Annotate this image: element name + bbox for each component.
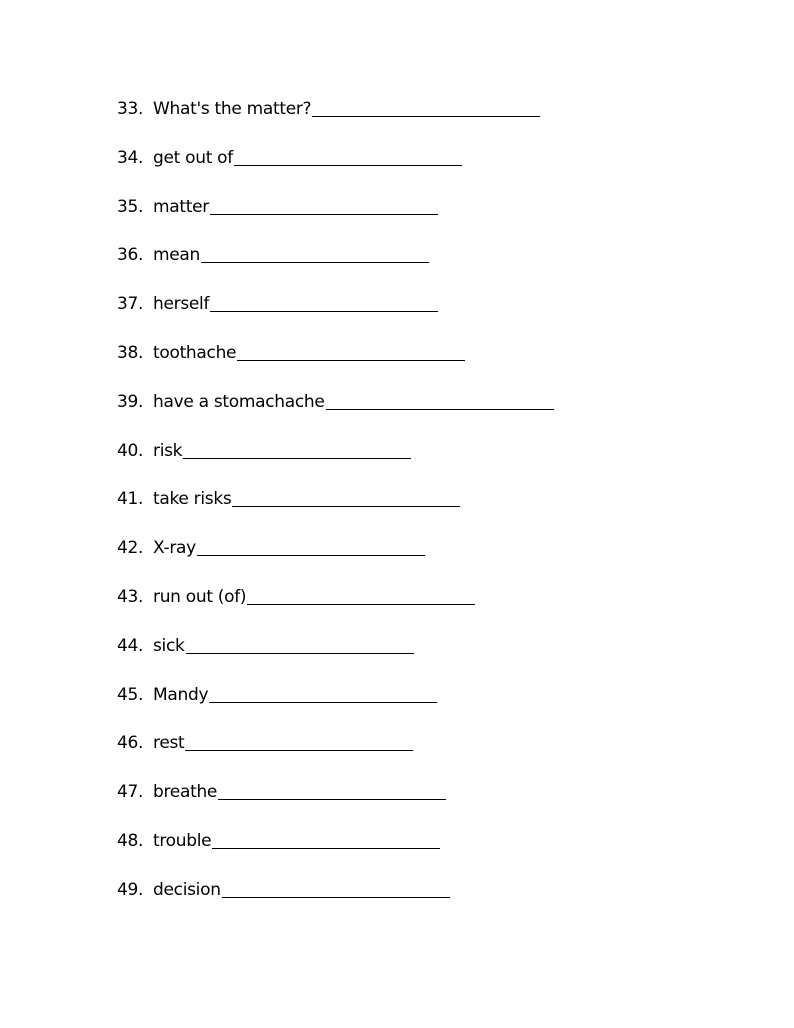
item-number: 44. (117, 635, 144, 656)
item-term: get out of (153, 147, 233, 168)
item-term: What's the matter? (153, 99, 312, 119)
list-item (117, 730, 554, 779)
item-term: sick (153, 635, 185, 656)
item-number: 49. (117, 879, 144, 900)
answer-blank[interactable] (237, 340, 465, 361)
answer-blank[interactable] (197, 535, 425, 556)
item-number: 46. (117, 733, 144, 754)
list-item (117, 96, 554, 145)
item-term: take risks (153, 489, 232, 510)
item-number: 39. (117, 391, 144, 412)
list-item (117, 535, 554, 584)
list-item (117, 584, 554, 633)
answer-blank[interactable] (222, 877, 450, 898)
list-item (117, 682, 554, 731)
answer-blank[interactable] (218, 779, 446, 800)
item-number: 36. (117, 245, 144, 266)
list-item (117, 145, 554, 194)
item-term: Mandy (153, 684, 209, 705)
item-number: 37. (117, 294, 144, 315)
item-number: 45. (117, 684, 144, 705)
item-number: 43. (117, 586, 144, 607)
list-item (117, 633, 554, 682)
item-number: 38. (117, 342, 144, 363)
answer-blank[interactable] (326, 389, 554, 410)
item-number: 40. (117, 440, 144, 461)
item-term: risk (153, 440, 183, 461)
item-number: 34. (117, 147, 144, 168)
item-term: decision (153, 879, 221, 900)
item-term: X-ray (153, 538, 196, 559)
item-number: 33. (117, 99, 144, 119)
answer-blank[interactable] (210, 291, 438, 312)
list-item (117, 828, 554, 877)
answer-blank[interactable] (209, 682, 437, 703)
list-item (117, 438, 554, 487)
answer-blank[interactable] (186, 633, 414, 654)
answer-blank[interactable] (312, 96, 540, 117)
answer-blank[interactable] (201, 242, 429, 263)
answer-blank[interactable] (232, 486, 460, 507)
item-term: breathe (153, 782, 218, 803)
answer-blank[interactable] (185, 730, 413, 751)
answer-blank[interactable] (212, 828, 440, 849)
answer-blank[interactable] (234, 145, 462, 166)
list-item (117, 389, 554, 438)
list-item (117, 194, 554, 243)
item-term: toothache (153, 342, 237, 363)
item-term: mean (153, 245, 201, 266)
answer-blank[interactable] (247, 584, 475, 605)
item-term: have a stomachache (153, 391, 325, 412)
item-term: matter (153, 196, 209, 217)
list-item (117, 340, 554, 389)
list-item (117, 877, 554, 926)
answer-blank[interactable] (210, 194, 438, 215)
item-number: 48. (117, 830, 144, 851)
list-item (117, 486, 554, 535)
vocabulary-list (117, 96, 554, 926)
list-item (117, 291, 554, 340)
list-item (117, 779, 554, 828)
answer-blank[interactable] (183, 438, 411, 459)
item-term: rest (153, 733, 185, 754)
item-term: run out (of) (153, 586, 247, 607)
list-item (117, 242, 554, 291)
item-number: 47. (117, 782, 144, 803)
item-term: herself (153, 294, 210, 315)
item-number: 35. (117, 196, 144, 217)
item-number: 42. (117, 538, 144, 559)
item-number: 41. (117, 489, 144, 510)
item-term: trouble (153, 830, 212, 851)
